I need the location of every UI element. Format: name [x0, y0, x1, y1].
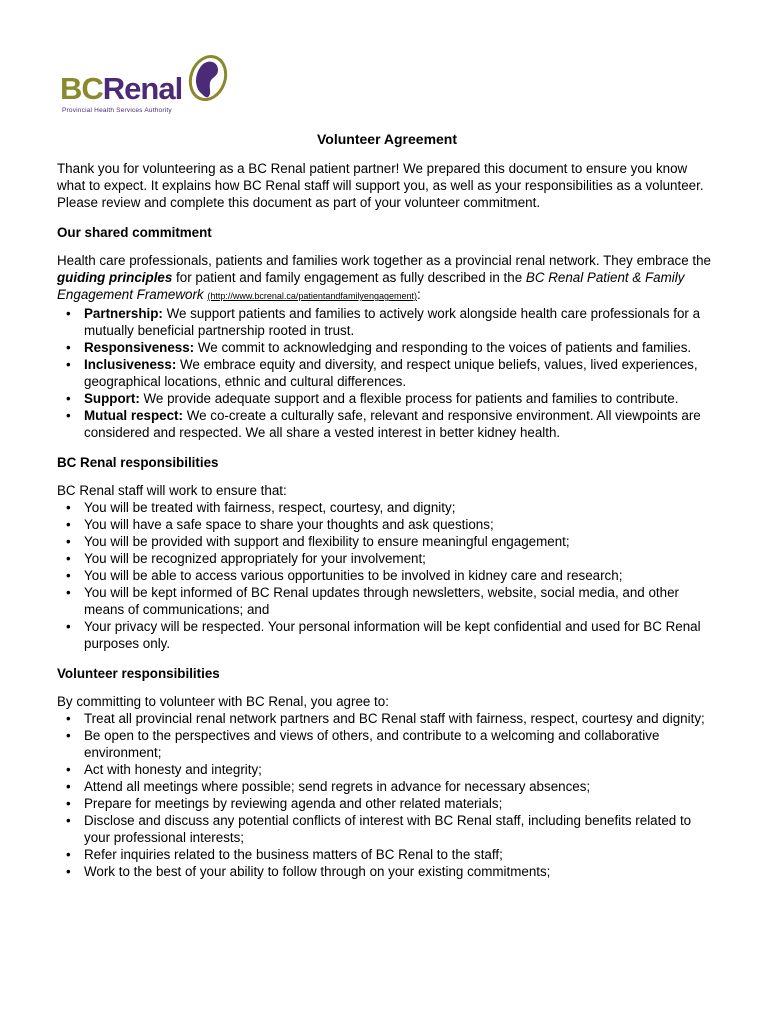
logo-wordmark: BCRenal	[60, 71, 183, 106]
list-item: • Partnership: We support patients and families to actively work alongside health care professionals for a mutually beneficial partnership rooted in trust.	[57, 305, 717, 339]
bc-renal-responsibilities-heading: BC Renal responsibilities	[57, 455, 219, 470]
framework-title: BC Renal Patient & Family Engagement Framework	[57, 270, 685, 302]
list-item: • Support: We provide adequate support and a flexible process for patients and families to contribute.	[57, 390, 717, 407]
list-item: • Disclose and discuss any potential conflicts of interest with BC Renal staff, including benefits related to your professional interests;	[57, 812, 717, 846]
document-title: Volunteer Agreement	[316, 131, 458, 147]
list-item: • You will have a safe space to share your thoughts and ask questions;	[57, 516, 717, 533]
volunteer-responsibilities-lead: By committing to volunteer with BC Renal, you agree to:	[57, 694, 389, 709]
shared-commitment-heading: Our shared commitment	[57, 225, 212, 240]
bc-renal-logo	[60, 50, 235, 120]
document-body	[57, 130, 717, 880]
guiding-principles-emphasis: guiding principles	[57, 270, 173, 285]
list-item: • You will be recognized appropriately for your involvement;	[57, 550, 717, 567]
list-item: • Mutual respect: We co-create a culturally safe, relevant and responsive environment. All viewpoints are considered and respected. We all share a vested interest in better kidney health.	[57, 407, 717, 441]
list-item: • You will be kept informed of BC Renal updates through newsletters, website, social media, and other means of communications; and	[57, 584, 717, 618]
volunteer-responsibilities-heading: Volunteer responsibilities	[57, 666, 220, 681]
framework-link[interactable]: (http://www.bcrenal.ca/patientandfamilyengagement)	[207, 291, 417, 301]
bc-renal-responsibilities-lead: BC Renal staff will work to ensure that:	[57, 483, 287, 498]
shared-commitment-paragraph: Health care professionals, patients and families work together as a provincial renal network. They embrace the guiding principles for patient and family engagement as fully described in the BC Renal Patient & Family Engagement Framework (http://www.bcrenal.ca/patientandfamilyengagement):	[57, 253, 711, 302]
list-item: • Responsiveness: We commit to acknowledging and responding to the voices of patients and families.	[57, 339, 717, 356]
list-item: • Work to the best of your ability to follow through on your existing commitments;	[57, 863, 717, 880]
list-item: • Prepare for meetings by reviewing agenda and other related materials;	[57, 795, 717, 812]
principles-list	[57, 305, 717, 441]
list-item: • Attend all meetings where possible; send regrets in advance for necessary absences;	[57, 778, 717, 795]
list-item: • Treat all provincial renal network partners and BC Renal staff with fairness, respect, courtesy and dignity;	[57, 710, 717, 727]
list-item: • You will be treated with fairness, respect, courtesy, and dignity;	[57, 499, 717, 516]
bc-renal-responsibilities-list	[57, 499, 717, 652]
list-item: • You will be provided with support and flexibility to ensure meaningful engagement;	[57, 533, 717, 550]
list-item: • You will be able to access various opportunities to be involved in kidney care and research;	[57, 567, 717, 584]
intro-paragraph: Thank you for volunteering as a BC Renal patient partner! We prepared this document to ensure you know what to expect. It explains how BC Renal staff will support you, as well as your responsibilities as a volunteer. Please review and complete this document as part of your volunteer commitment.	[57, 161, 704, 210]
volunteer-responsibilities-list	[57, 710, 717, 880]
list-item: • Act with honesty and integrity;	[57, 761, 717, 778]
list-item: • Your privacy will be respected. Your personal information will be kept confidential and used for BC Renal purposes only.	[57, 618, 717, 652]
list-item: • Refer inquiries related to the business matters of BC Renal to the staff;	[57, 846, 717, 863]
list-item: • Be open to the perspectives and views of others, and contribute to a welcoming and collaborative environment;	[57, 727, 717, 761]
kidney-logo-icon	[178, 50, 236, 108]
list-item: • Inclusiveness: We embrace equity and diversity, and respect unique beliefs, values, lived experiences, geographical locations, ethnic and cultural differences.	[57, 356, 717, 390]
logo-subtitle: Provincial Health Services Authority	[62, 107, 172, 114]
